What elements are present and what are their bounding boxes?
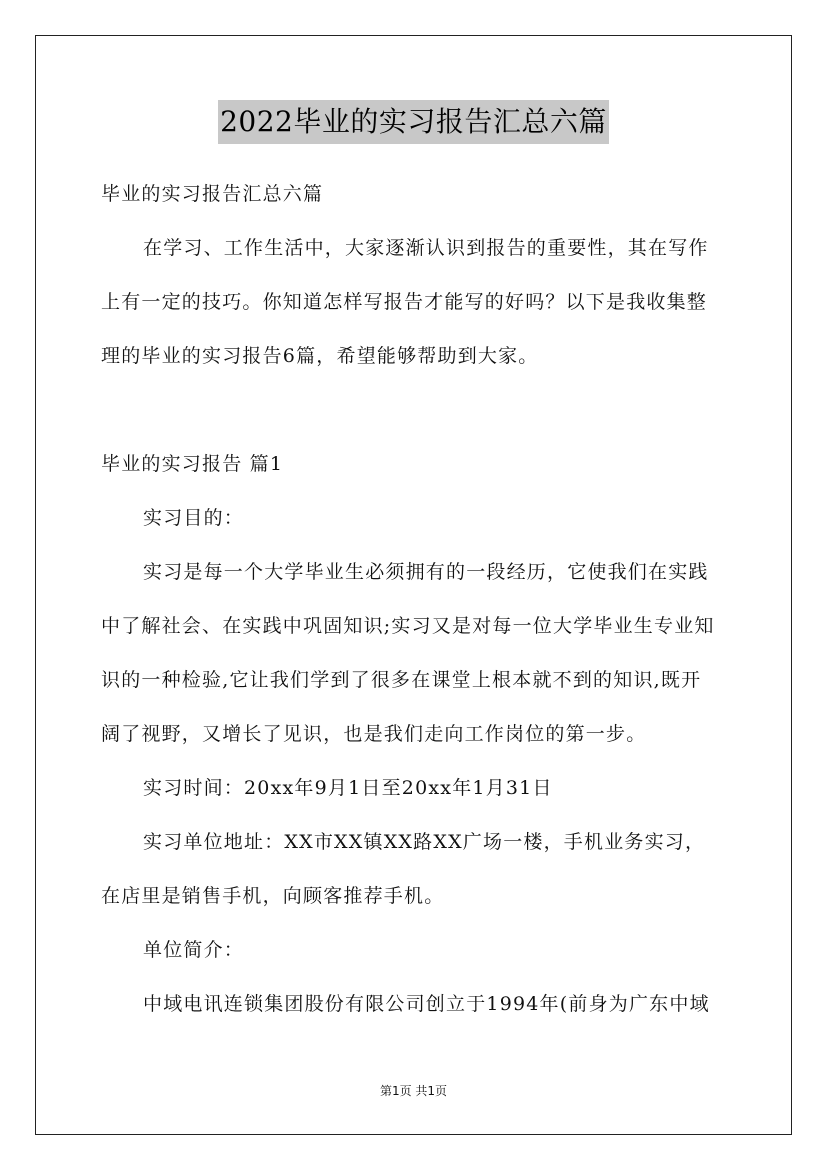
intro-line: 上有一定的技巧。你知道怎样写报告才能写的好吗？以下是我收集整 (101, 291, 708, 313)
purpose-line: 阔了视野，又增长了见识，也是我们走向工作岗位的第一步。 (101, 723, 647, 745)
purpose-label: 实习目的： (143, 507, 245, 529)
section-heading: 毕业的实习报告 篇1 (101, 453, 284, 475)
purpose-line: 实习是每一个大学毕业生必须拥有的一段经历，它使我们在实践 (143, 561, 709, 583)
purpose-line: 中了解社会、在实践中巩固知识;实习又是对每一位大学毕业生专业知 (101, 615, 715, 637)
document-subtitle: 毕业的实习报告汇总六篇 (101, 183, 324, 205)
title-container (0, 100, 827, 144)
internship-time: 实习时间：20xx年9月1日至20xx年1月31日 (143, 777, 553, 799)
intro-line: 在学习、工作生活中，大家逐渐认识到报告的重要性，其在写作 (143, 237, 709, 259)
intro-line: 理的毕业的实习报告6篇，希望能够帮助到大家。 (101, 345, 539, 367)
page-footer: 第1页 共1页 (379, 1084, 448, 1098)
company-line: 中域电讯连锁集团股份有限公司创立于1994年(前身为广东中域 (143, 993, 710, 1015)
purpose-line: 识的一种检验,它让我们学到了很多在课堂上根本就不到的知识,既开 (101, 669, 702, 691)
address-line: 在店里是销售手机，向顾客推荐手机。 (101, 885, 445, 907)
document-title: 2022毕业的实习报告汇总六篇 (218, 100, 609, 144)
company-label: 单位简介： (143, 939, 245, 961)
address-line: 实习单位地址：XX市XX镇XX路XX广场一楼，手机业务实习， (143, 831, 706, 853)
